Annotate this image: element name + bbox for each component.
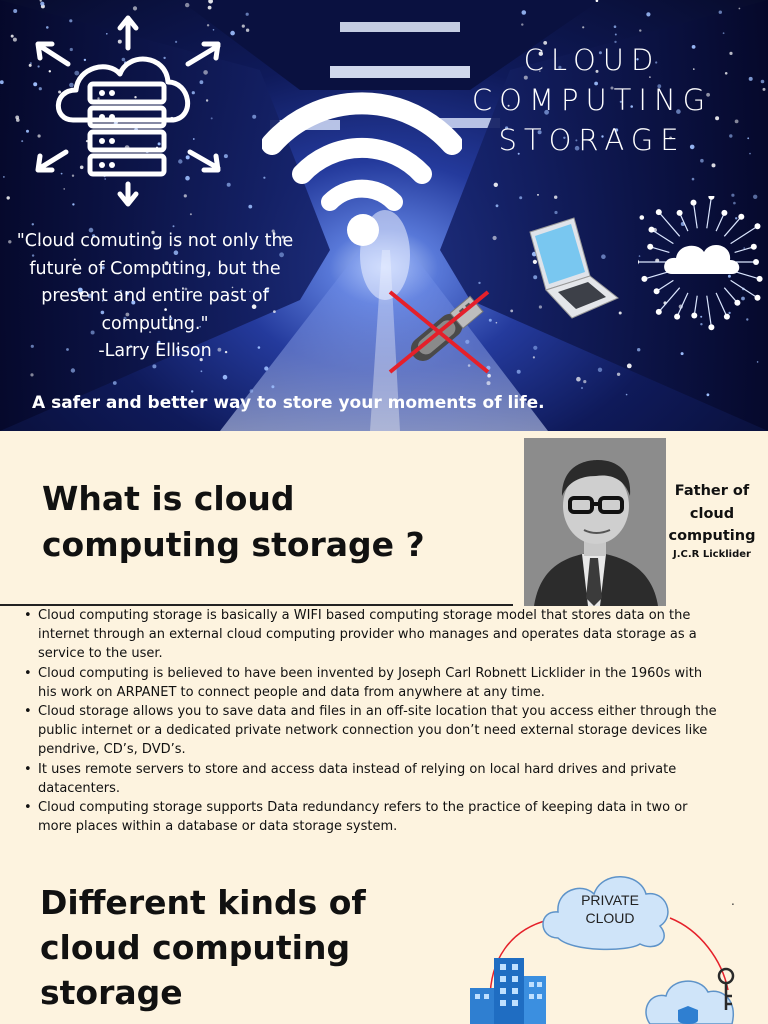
rack-light: [761, 80, 765, 84]
network-node: [753, 259, 759, 265]
rack-light: [3, 176, 5, 178]
rack-light: [11, 35, 14, 38]
rack-light: [246, 29, 249, 32]
network-node: [751, 244, 757, 250]
hero-title: [462, 40, 722, 160]
network-ray: [731, 226, 758, 243]
secure-cloud-icon: [646, 981, 733, 1024]
rack-light: [264, 366, 268, 370]
network-node: [721, 210, 727, 216]
quote-text: "Cloud comuting is not only the future of Computing, but the present and entire past of computing.": [16, 231, 294, 334]
list-item: • It uses remote servers to store and access data instead of relying on local hard drives and private datacenters.: [22, 760, 722, 798]
network-ray: [677, 293, 688, 317]
network-ray: [724, 217, 741, 237]
rack-light: [757, 361, 759, 363]
network-ray: [694, 203, 698, 229]
rack-light: [537, 194, 539, 196]
rack-light: [615, 34, 617, 36]
rack-light: [522, 10, 527, 15]
network-ray: [694, 296, 697, 316]
rack-light: [582, 26, 584, 28]
rack-light: [581, 387, 583, 389]
network-node: [708, 196, 714, 200]
network-ray: [735, 272, 760, 279]
network-ray: [659, 288, 680, 312]
rack-light: [242, 25, 245, 28]
rack-light: [517, 370, 521, 374]
network-ray: [652, 230, 674, 244]
rack-light: [13, 38, 17, 42]
hero-title-line-1: CLOUD: [523, 43, 661, 77]
rack-light: [627, 364, 632, 369]
rack-light: [637, 348, 640, 351]
rack-light: [554, 196, 557, 199]
rack-light: [13, 9, 17, 13]
network-node: [691, 200, 697, 206]
rack-light: [230, 31, 235, 36]
list-item: • Cloud storage allows you to save data and files in an off-site location that you access either through the public internet or a dedicated private network connection you don’t need external storage devices like pendrive, CD’s, DVD’s.: [22, 702, 722, 760]
rack-light: [729, 52, 732, 55]
network-ray: [735, 247, 754, 253]
rack-light: [478, 282, 480, 284]
network-node: [656, 209, 662, 215]
rack-light: [21, 140, 23, 142]
network-node: [674, 314, 680, 320]
rack-light: [173, 225, 175, 227]
rack-light: [15, 116, 19, 120]
rack-light: [252, 115, 256, 119]
laptop-icon: [522, 214, 622, 324]
kinds-heading: Different kinds of cloud computing storage: [40, 883, 366, 1012]
rack-light: [646, 12, 650, 16]
rack-light: [521, 23, 523, 25]
rack-light: [246, 13, 249, 16]
rack-light: [692, 178, 695, 181]
network-node: [641, 276, 647, 282]
rack-light: [201, 370, 203, 372]
portrait-caption-title: Father of cloud computing: [668, 483, 756, 544]
portrait-caption: [668, 480, 756, 562]
portrait-photo: [524, 438, 666, 606]
rack-light: [725, 72, 728, 75]
network-ray: [716, 293, 727, 317]
quote-block: [10, 228, 300, 366]
private-cloud-icon: [543, 877, 668, 950]
rack-light: [533, 346, 537, 350]
rack-light: [487, 381, 491, 385]
hero-banner: [0, 0, 768, 431]
network-ray: [659, 212, 680, 236]
rack-light: [7, 196, 10, 199]
rack-light: [576, 377, 581, 382]
rack-light: [739, 8, 741, 10]
private-cloud-label-1: PRIVATE: [581, 892, 639, 908]
network-node: [654, 288, 660, 294]
rack-light: [40, 2, 44, 6]
network-node: [755, 223, 761, 229]
rack-light: [494, 183, 498, 187]
rack-light: [0, 80, 4, 84]
quote-author: -Larry Ellison: [98, 341, 212, 361]
rack-light: [533, 356, 535, 358]
list-item: • Cloud computing storage is basically a WIFI based computing storage model that stores data on the internet through an external cloud computing provider who manages and operates data storage as a service to the user.: [22, 606, 722, 664]
rack-light: [749, 153, 751, 155]
what-is-heading: What is cloud computing storage ?: [42, 479, 425, 564]
rack-light: [707, 393, 710, 396]
list-item: • Cloud computing is believed to have been invented by Joseph Carl Robnett Licklider in the 1960s with his work on ARPANET to connect people and data from anywhere at any time.: [22, 664, 722, 702]
hero-title-line-3: STORAGE: [498, 123, 686, 157]
network-node: [738, 214, 744, 220]
network-ray: [644, 272, 669, 279]
rack-light: [510, 310, 513, 313]
network-node: [656, 309, 662, 315]
rack-light: [40, 0, 42, 2]
network-ray: [707, 296, 712, 328]
rack-light: [133, 6, 137, 10]
cloud-server-icon: [28, 12, 228, 212]
decorative-dot: .: [731, 894, 735, 908]
network-node: [638, 259, 639, 265]
rack-light: [681, 352, 684, 355]
private-cloud-diagram: [460, 860, 760, 1024]
rack-light: [185, 3, 189, 7]
crossed-usb-icon: [384, 286, 496, 378]
private-cloud-label-2: CLOUD: [585, 910, 635, 926]
network-node: [677, 210, 683, 216]
rack-light: [208, 6, 212, 10]
rack-light: [223, 375, 228, 380]
rack-light: [248, 205, 252, 209]
office-buildings-icon: [470, 958, 546, 1024]
rack-light: [271, 385, 274, 388]
rack-light: [519, 196, 522, 199]
rack-light: [190, 213, 192, 215]
rack-light: [729, 134, 732, 137]
rack-light: [712, 163, 716, 167]
rack-light: [496, 204, 499, 207]
rack-light: [749, 77, 753, 81]
cloud-network-icon: [638, 196, 766, 336]
network-ray: [731, 280, 758, 297]
rack-light: [723, 32, 725, 34]
rack-light: [598, 368, 602, 372]
network-ray: [707, 197, 712, 229]
rack-light: [763, 88, 766, 91]
network-node: [691, 313, 697, 319]
rack-light: [614, 25, 617, 28]
rack-light: [735, 120, 739, 124]
network-ray: [650, 247, 669, 253]
network-node: [649, 227, 655, 233]
hero-tagline: A safer and better way to store your moments of life.: [32, 393, 545, 413]
licklider-portrait: [524, 438, 666, 606]
rack-light: [719, 11, 722, 14]
hero-title-line-2: COMPUTING: [471, 83, 713, 117]
network-node: [708, 324, 714, 330]
network-node: [647, 244, 653, 250]
rack-light: [113, 381, 117, 385]
rack-light: [493, 236, 497, 240]
rack-light: [639, 29, 641, 31]
network-node: [755, 295, 761, 301]
network-node: [724, 314, 730, 320]
network-ray: [716, 213, 724, 231]
rack-light: [32, 223, 34, 225]
rack-light: [71, 368, 75, 372]
rack-light: [30, 373, 33, 376]
list-item: • Cloud computing storage supports Data redundancy refers to the practice of keeping data in two or more places within a database or data storage system.: [22, 798, 722, 836]
rack-light: [617, 373, 620, 376]
rack-light: [626, 394, 628, 396]
rack-light: [583, 380, 586, 383]
rack-light: [747, 137, 749, 139]
what-is-bullet-list: [22, 606, 722, 836]
portrait-caption-name: J.C.R Licklider: [673, 548, 751, 560]
network-node: [734, 300, 740, 306]
network-ray: [680, 213, 688, 231]
network-node: [757, 276, 763, 282]
